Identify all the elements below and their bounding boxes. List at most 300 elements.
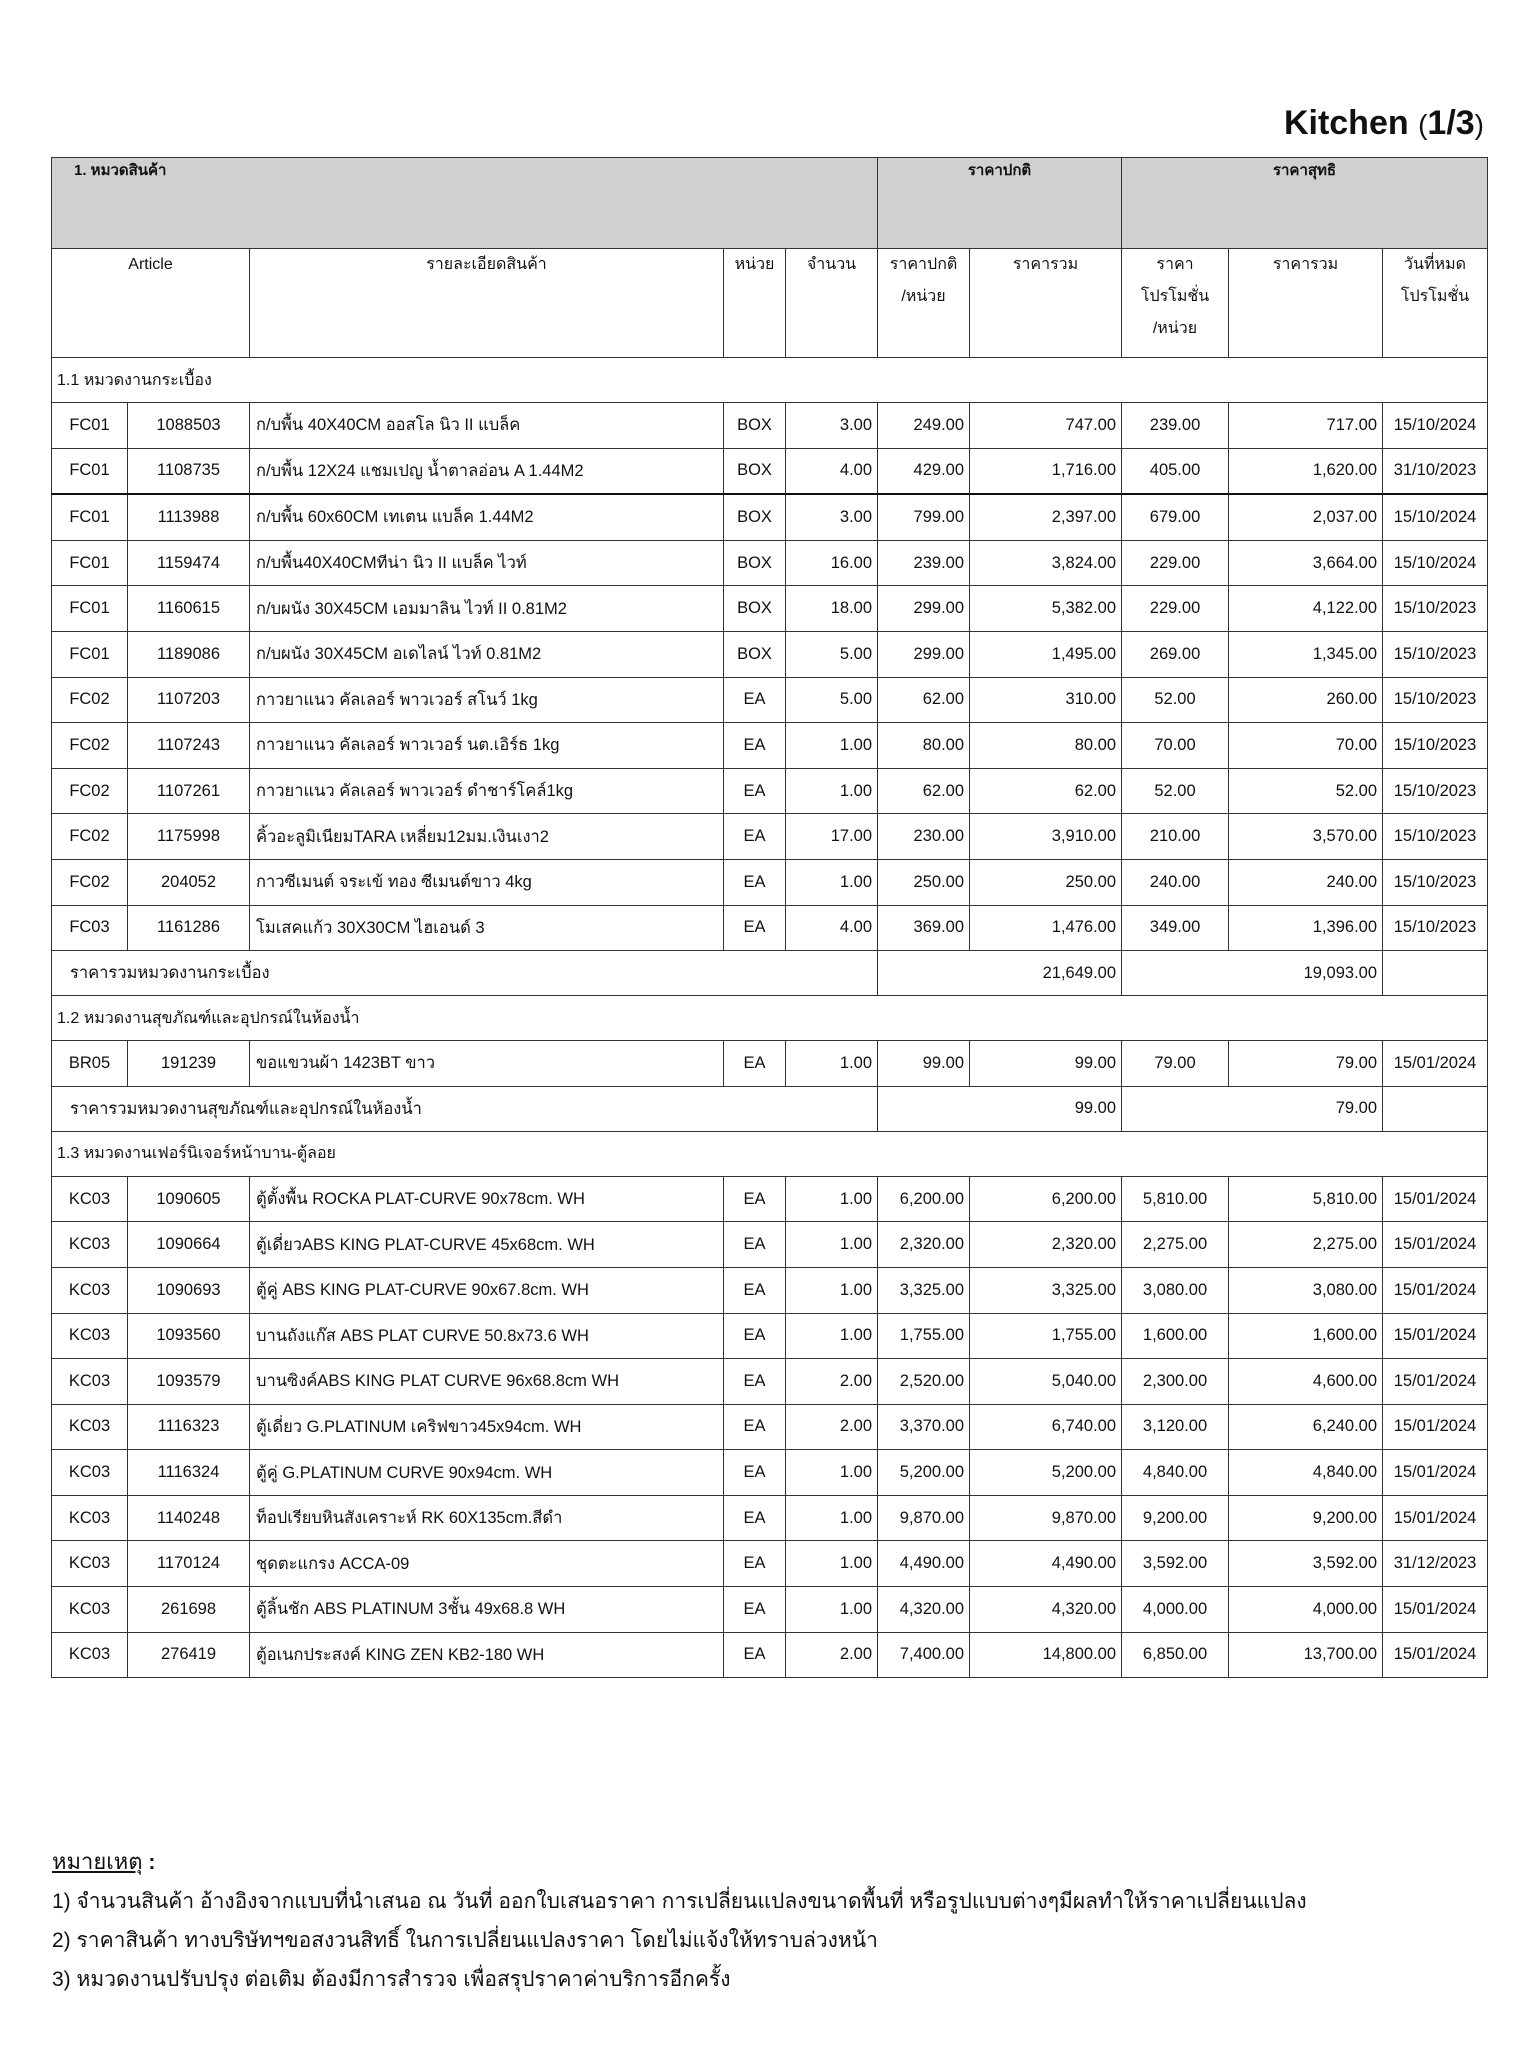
cell-description: คิ้วอะลูมิเนียมTARA เหลี่ยม12มม.เงินเงา2: [250, 814, 724, 860]
section-title: 1.3 หมวดงานเฟอร์นิเจอร์หน้าบาน-ตู้ลอย: [52, 1131, 1488, 1176]
cell-unit: EA: [724, 1404, 786, 1450]
cell-unit-price: 4,320.00: [878, 1587, 970, 1633]
group-net-price: ราคาสุทธิ: [1122, 158, 1488, 249]
cell-qty: 3.00: [786, 403, 878, 449]
table-row: [52, 1587, 1488, 1633]
cell-code: FC03: [52, 905, 128, 951]
cell-promo-end: 15/10/2023: [1383, 677, 1488, 723]
subtotal-empty: [1383, 951, 1488, 996]
cell-code: FC01: [52, 448, 128, 494]
cell-unit-price: 2,320.00: [878, 1222, 970, 1268]
cell-description: บานถังแก๊ส ABS PLAT CURVE 50.8x73.6 WH: [250, 1313, 724, 1359]
cell-unit-price: 429.00: [878, 448, 970, 494]
cell-code: KC03: [52, 1267, 128, 1313]
cell-unit-price: 230.00: [878, 814, 970, 860]
cell-article: 1170124: [128, 1541, 250, 1587]
cell-unit-price: 80.00: [878, 723, 970, 769]
cell-description: กาวยาแนว คัลเลอร์ พาวเวอร์ ดำชาร์โคล์1kg: [250, 768, 724, 814]
cell-unit: EA: [724, 1041, 786, 1087]
cell-article: 1116323: [128, 1404, 250, 1450]
cell-promo-price: 210.00: [1122, 814, 1229, 860]
cell-code: FC02: [52, 814, 128, 860]
table-row: [52, 723, 1488, 769]
section-header: [52, 1131, 1488, 1176]
cell-description: ก/บพื้น 60x60CM เทเตน แบล็ค 1.44M2: [250, 494, 724, 540]
table-row: [52, 1267, 1488, 1313]
quotation-table: [51, 157, 1488, 1678]
cell-net-total: 717.00: [1229, 403, 1383, 449]
table-row: [52, 1541, 1488, 1587]
table-row: [52, 859, 1488, 905]
cell-qty: 1.00: [786, 1450, 878, 1496]
note-line-1: 1) จำนวนสินค้า อ้างอิงจากแบบที่นำเสนอ ณ วันที่ ออกใบเสนอราคา การเปลี่ยนแปลงขนาดพื้นที่ หรือรูปแบบต่างๆมีผลทำให้ราคาเปลี่ยนแปลง: [52, 1890, 1307, 1913]
cell-qty: 1.00: [786, 1222, 878, 1268]
cell-qty: 1.00: [786, 859, 878, 905]
cell-qty: 1.00: [786, 768, 878, 814]
col-promo-l1: ราคา: [1156, 256, 1194, 273]
cell-qty: 1.00: [786, 1313, 878, 1359]
cell-total: 80.00: [970, 723, 1122, 769]
cell-promo-end: 15/10/2023: [1383, 586, 1488, 632]
cell-net-total: 1,396.00: [1229, 905, 1383, 951]
cell-promo-end: 15/01/2024: [1383, 1404, 1488, 1450]
title-close-paren: ): [1474, 109, 1484, 140]
cell-promo-end: 15/10/2023: [1383, 905, 1488, 951]
table-row: [52, 540, 1488, 586]
cell-promo-end: 15/10/2023: [1383, 723, 1488, 769]
cell-total: 3,824.00: [970, 540, 1122, 586]
cell-article: 1175998: [128, 814, 250, 860]
section-header: [52, 996, 1488, 1041]
cell-qty: 1.00: [786, 1541, 878, 1587]
cell-net-total: 3,080.00: [1229, 1267, 1383, 1313]
cell-total: 4,490.00: [970, 1541, 1122, 1587]
cell-net-total: 3,592.00: [1229, 1541, 1383, 1587]
table-row: [52, 677, 1488, 723]
cell-promo-end: 15/10/2023: [1383, 859, 1488, 905]
cell-net-total: 13,700.00: [1229, 1632, 1383, 1678]
cell-promo-price: 679.00: [1122, 494, 1229, 540]
col-promo-l2: โปรโมชั่น: [1140, 288, 1210, 305]
cell-code: KC03: [52, 1632, 128, 1678]
cell-total: 1,495.00: [970, 631, 1122, 677]
title-text: Kitchen: [1283, 104, 1409, 142]
cell-unit: EA: [724, 1632, 786, 1678]
cell-promo-price: 52.00: [1122, 768, 1229, 814]
cell-promo-end: 15/01/2024: [1383, 1450, 1488, 1496]
cell-code: KC03: [52, 1541, 128, 1587]
cell-promo-end: 15/01/2024: [1383, 1587, 1488, 1633]
cell-qty: 17.00: [786, 814, 878, 860]
cell-total: 1,755.00: [970, 1313, 1122, 1359]
cell-article: 1107203: [128, 677, 250, 723]
cell-unit: EA: [724, 1450, 786, 1496]
cell-unit: EA: [724, 1587, 786, 1633]
cell-description: ก/บพื้น 12X24 แชมเปญ น้ำตาลอ่อน A 1.44M2: [250, 448, 724, 494]
cell-article: 1140248: [128, 1495, 250, 1541]
col-promo-price: [1122, 249, 1229, 358]
col-total: ราคารวม: [970, 249, 1122, 358]
cell-qty: 1.00: [786, 723, 878, 769]
subtotal-label: ราคารวมหมวดงานสุขภัณฑ์และอุปกรณ์ในห้องน้ำ: [52, 1086, 878, 1131]
cell-unit: BOX: [724, 448, 786, 494]
cell-promo-price: 240.00: [1122, 859, 1229, 905]
table-row: [52, 1313, 1488, 1359]
cell-net-total: 70.00: [1229, 723, 1383, 769]
cell-unit-price: 4,490.00: [878, 1541, 970, 1587]
cell-description: ตู้ตั้งพื้น ROCKA PLAT-CURVE 90x78cm. WH: [250, 1176, 724, 1222]
cell-unit-price: 3,325.00: [878, 1267, 970, 1313]
cell-promo-price: 6,850.00: [1122, 1632, 1229, 1678]
notes-section: [52, 1842, 1307, 1999]
cell-qty: 4.00: [786, 448, 878, 494]
cell-promo-end: 31/10/2023: [1383, 448, 1488, 494]
table-row: [52, 1222, 1488, 1268]
title-open-paren: (: [1418, 109, 1428, 140]
cell-qty: 1.00: [786, 1587, 878, 1633]
note-line-2: 2) ราคาสินค้า ทางบริษัทฯขอสงวนสิทธิ์ ในการเปลี่ยนแปลงราคา โดยไม่แจ้งให้ทราบล่วงหน้า: [52, 1929, 878, 1952]
cell-promo-end: 15/01/2024: [1383, 1267, 1488, 1313]
cell-qty: 2.00: [786, 1632, 878, 1678]
cell-promo-price: 349.00: [1122, 905, 1229, 951]
cell-promo-end: 15/10/2023: [1383, 768, 1488, 814]
cell-unit: EA: [724, 1176, 786, 1222]
cell-unit-price: 7,400.00: [878, 1632, 970, 1678]
col-end-l1: วันที่หมด: [1404, 256, 1466, 273]
col-price-l1: ราคาปกติ: [889, 256, 958, 273]
cell-code: KC03: [52, 1359, 128, 1405]
cell-description: ขอแขวนผ้า 1423BT ขาว: [250, 1041, 724, 1087]
cell-code: FC01: [52, 540, 128, 586]
table-row: [52, 768, 1488, 814]
cell-article: 1108735: [128, 448, 250, 494]
cell-promo-price: 229.00: [1122, 586, 1229, 632]
table-row: [52, 1176, 1488, 1222]
cell-net-total: 3,664.00: [1229, 540, 1383, 586]
cell-unit-price: 5,200.00: [878, 1450, 970, 1496]
cell-code: KC03: [52, 1587, 128, 1633]
cell-article: 1088503: [128, 403, 250, 449]
col-article: Article: [52, 249, 250, 358]
cell-promo-end: 15/10/2024: [1383, 540, 1488, 586]
cell-qty: 1.00: [786, 1041, 878, 1087]
cell-description: ท็อปเรียบหินสังเคราะห์ RK 60X135cm.สีดำ: [250, 1495, 724, 1541]
cell-article: 261698: [128, 1587, 250, 1633]
cell-description: กาวยาแนว คัลเลอร์ พาวเวอร์ สโนว์ 1kg: [250, 677, 724, 723]
cell-unit: EA: [724, 1267, 786, 1313]
col-promo-end: [1383, 249, 1488, 358]
cell-total: 4,320.00: [970, 1587, 1122, 1633]
subtotal-net: 19,093.00: [1122, 951, 1383, 996]
cell-promo-end: 15/10/2023: [1383, 814, 1488, 860]
cell-qty: 4.00: [786, 905, 878, 951]
cell-net-total: 2,275.00: [1229, 1222, 1383, 1268]
table-row: [52, 1041, 1488, 1087]
cell-unit-price: 799.00: [878, 494, 970, 540]
subtotal-row: [52, 1086, 1488, 1131]
table-row: [52, 814, 1488, 860]
cell-total: 62.00: [970, 768, 1122, 814]
section-title: 1.1 หมวดงานกระเบื้อง: [52, 358, 1488, 403]
cell-net-total: 1,600.00: [1229, 1313, 1383, 1359]
cell-code: FC01: [52, 586, 128, 632]
notes-colon: :: [142, 1851, 156, 1874]
cell-article: 1090664: [128, 1222, 250, 1268]
cell-unit-price: 62.00: [878, 677, 970, 723]
col-net-total: ราคารวม: [1229, 249, 1383, 358]
col-description: รายละเอียดสินค้า: [250, 249, 724, 358]
cell-net-total: 3,570.00: [1229, 814, 1383, 860]
cell-total: 747.00: [970, 403, 1122, 449]
table-row: [52, 1404, 1488, 1450]
cell-description: ตู้เดี่ยวABS KING PLAT-CURVE 45x68cm. WH: [250, 1222, 724, 1268]
subtotal-row: [52, 951, 1488, 996]
cell-promo-price: 52.00: [1122, 677, 1229, 723]
cell-article: 204052: [128, 859, 250, 905]
table-row: [52, 1450, 1488, 1496]
cell-promo-price: 239.00: [1122, 403, 1229, 449]
cell-net-total: 4,000.00: [1229, 1587, 1383, 1633]
cell-description: กาวยาแนว คัลเลอร์ พาวเวอร์ นต.เอิร์ธ 1kg: [250, 723, 724, 769]
cell-unit-price: 299.00: [878, 631, 970, 677]
cell-qty: 2.00: [786, 1404, 878, 1450]
cell-net-total: 240.00: [1229, 859, 1383, 905]
cell-unit: EA: [724, 859, 786, 905]
cell-total: 1,716.00: [970, 448, 1122, 494]
cell-qty: 5.00: [786, 631, 878, 677]
cell-unit-price: 239.00: [878, 540, 970, 586]
cell-total: 6,740.00: [970, 1404, 1122, 1450]
cell-article: 1189086: [128, 631, 250, 677]
cell-promo-end: 15/01/2024: [1383, 1495, 1488, 1541]
cell-total: 9,870.00: [970, 1495, 1122, 1541]
cell-qty: 1.00: [786, 1176, 878, 1222]
cell-total: 5,200.00: [970, 1450, 1122, 1496]
cell-promo-price: 4,840.00: [1122, 1450, 1229, 1496]
cell-qty: 16.00: [786, 540, 878, 586]
header-row-groups: [52, 158, 1488, 249]
table-row: [52, 403, 1488, 449]
cell-net-total: 9,200.00: [1229, 1495, 1383, 1541]
cell-total: 3,325.00: [970, 1267, 1122, 1313]
cell-unit: EA: [724, 814, 786, 860]
cell-unit: EA: [724, 768, 786, 814]
cell-promo-price: 269.00: [1122, 631, 1229, 677]
cell-qty: 1.00: [786, 1267, 878, 1313]
note-line-3: 3) หมวดงานปรับปรุง ต่อเติม ต้องมีการสำรวจ เพื่อสรุปราคาค่าบริการอีกครั้ง: [52, 1968, 731, 1991]
cell-net-total: 79.00: [1229, 1041, 1383, 1087]
cell-code: BR05: [52, 1041, 128, 1087]
subtotal-empty: [1383, 1086, 1488, 1131]
cell-net-total: 4,840.00: [1229, 1450, 1383, 1496]
cell-unit-price: 249.00: [878, 403, 970, 449]
section-title: 1.2 หมวดงานสุขภัณฑ์และอุปกรณ์ในห้องน้ำ: [52, 996, 1488, 1041]
cell-promo-end: 31/12/2023: [1383, 1541, 1488, 1587]
cell-unit: EA: [724, 905, 786, 951]
cell-unit-price: 3,370.00: [878, 1404, 970, 1450]
cell-total: 1,476.00: [970, 905, 1122, 951]
cell-unit: BOX: [724, 494, 786, 540]
cell-description: ตู้ลิ้นชัก ABS PLATINUM 3ชั้น 49x68.8 WH: [250, 1587, 724, 1633]
cell-article: 1090605: [128, 1176, 250, 1222]
cell-code: FC01: [52, 494, 128, 540]
cell-unit-price: 250.00: [878, 859, 970, 905]
cell-unit-price: 9,870.00: [878, 1495, 970, 1541]
cell-promo-price: 5,810.00: [1122, 1176, 1229, 1222]
cell-unit: BOX: [724, 586, 786, 632]
cell-code: FC01: [52, 631, 128, 677]
cell-net-total: 6,240.00: [1229, 1404, 1383, 1450]
cell-promo-price: 3,120.00: [1122, 1404, 1229, 1450]
cell-total: 2,320.00: [970, 1222, 1122, 1268]
cell-promo-end: 15/01/2024: [1383, 1041, 1488, 1087]
cell-unit: EA: [724, 1313, 786, 1359]
cell-net-total: 1,345.00: [1229, 631, 1383, 677]
table-row: [52, 1632, 1488, 1678]
cell-net-total: 2,037.00: [1229, 494, 1383, 540]
cell-total: 14,800.00: [970, 1632, 1122, 1678]
cell-unit-price: 6,200.00: [878, 1176, 970, 1222]
cell-total: 310.00: [970, 677, 1122, 723]
cell-article: 191239: [128, 1041, 250, 1087]
col-end-l2: โปรโมชั่น: [1400, 288, 1470, 305]
cell-unit-price: 2,520.00: [878, 1359, 970, 1405]
cell-total: 5,040.00: [970, 1359, 1122, 1405]
cell-description: ก/บพื้น 40X40CM ออสโล นิว II แบล็ค: [250, 403, 724, 449]
cell-net-total: 260.00: [1229, 677, 1383, 723]
cell-promo-price: 2,300.00: [1122, 1359, 1229, 1405]
cell-net-total: 4,600.00: [1229, 1359, 1383, 1405]
cell-promo-price: 79.00: [1122, 1041, 1229, 1087]
cell-code: KC03: [52, 1495, 128, 1541]
cell-qty: 2.00: [786, 1359, 878, 1405]
cell-description: ตู้อเนกประสงค์ KING ZEN KB2-180 WH: [250, 1632, 724, 1678]
col-price-l2: /หน่วย: [901, 288, 946, 305]
cell-description: ก/บพื้น40X40CMทีน่า นิว II แบล็ค ไวท์: [250, 540, 724, 586]
cell-promo-price: 3,592.00: [1122, 1541, 1229, 1587]
cell-description: โมเสคแก้ว 30X30CM ไฮเอนด์ 3: [250, 905, 724, 951]
table-row: [52, 586, 1488, 632]
cell-code: FC01: [52, 403, 128, 449]
cell-promo-price: 405.00: [1122, 448, 1229, 494]
cell-qty: 3.00: [786, 494, 878, 540]
cell-article: 1160615: [128, 586, 250, 632]
cell-unit: EA: [724, 1495, 786, 1541]
section-header: [52, 358, 1488, 403]
cell-description: ชุดตะแกรง ACCA-09: [250, 1541, 724, 1587]
cell-qty: 1.00: [786, 1495, 878, 1541]
cell-qty: 18.00: [786, 586, 878, 632]
category-title: 1. หมวดสินค้า: [52, 158, 878, 249]
col-unit: หน่วย: [724, 249, 786, 358]
cell-total: 3,910.00: [970, 814, 1122, 860]
cell-promo-price: 2,275.00: [1122, 1222, 1229, 1268]
title-page-number: 1/3: [1427, 104, 1475, 142]
cell-code: KC03: [52, 1313, 128, 1359]
cell-net-total: 5,810.00: [1229, 1176, 1383, 1222]
cell-promo-price: 9,200.00: [1122, 1495, 1229, 1541]
table-row: [52, 631, 1488, 677]
cell-code: FC02: [52, 859, 128, 905]
cell-unit: BOX: [724, 540, 786, 586]
cell-promo-price: 1,600.00: [1122, 1313, 1229, 1359]
cell-net-total: 1,620.00: [1229, 448, 1383, 494]
cell-promo-price: 70.00: [1122, 723, 1229, 769]
cell-promo-end: 15/01/2024: [1383, 1313, 1488, 1359]
cell-article: 276419: [128, 1632, 250, 1678]
cell-code: KC03: [52, 1176, 128, 1222]
cell-total: 6,200.00: [970, 1176, 1122, 1222]
cell-code: KC03: [52, 1404, 128, 1450]
cell-article: 1090693: [128, 1267, 250, 1313]
cell-promo-price: 229.00: [1122, 540, 1229, 586]
cell-article: 1159474: [128, 540, 250, 586]
table-row: [52, 1495, 1488, 1541]
cell-description: ตู้คู่ ABS KING PLAT-CURVE 90x67.8cm. WH: [250, 1267, 724, 1313]
cell-description: ก/บผนัง 30X45CM อเดไลน์ ไวท์ 0.81M2: [250, 631, 724, 677]
cell-article: 1107261: [128, 768, 250, 814]
cell-description: ตู้เดี่ยว G.PLATINUM เคริฟขาว45x94cm. WH: [250, 1404, 724, 1450]
col-qty: จำนวน: [786, 249, 878, 358]
cell-unit-price: 369.00: [878, 905, 970, 951]
cell-article: 1161286: [128, 905, 250, 951]
cell-unit: BOX: [724, 403, 786, 449]
cell-article: 1093579: [128, 1359, 250, 1405]
cell-unit: EA: [724, 1222, 786, 1268]
cell-total: 99.00: [970, 1041, 1122, 1087]
cell-description: บานซิงค์ABS KING PLAT CURVE 96x68.8cm WH: [250, 1359, 724, 1405]
group-regular-price: ราคาปกติ: [878, 158, 1122, 249]
cell-unit: EA: [724, 1359, 786, 1405]
subtotal-regular: 21,649.00: [878, 951, 1122, 996]
header-row-columns: [52, 249, 1488, 358]
cell-promo-price: 4,000.00: [1122, 1587, 1229, 1633]
cell-unit-price: 299.00: [878, 586, 970, 632]
cell-unit-price: 62.00: [878, 768, 970, 814]
col-promo-l3: /หน่วย: [1152, 320, 1198, 337]
cell-unit-price: 99.00: [878, 1041, 970, 1087]
cell-promo-end: 15/01/2024: [1383, 1222, 1488, 1268]
cell-promo-price: 3,080.00: [1122, 1267, 1229, 1313]
col-price-per-unit: [878, 249, 970, 358]
cell-article: 1113988: [128, 494, 250, 540]
table-row: [52, 494, 1488, 540]
cell-article: 1093560: [128, 1313, 250, 1359]
cell-unit: EA: [724, 677, 786, 723]
document-title: [1284, 104, 1484, 143]
cell-qty: 5.00: [786, 677, 878, 723]
cell-description: กาวซีเมนต์ จระเข้ ทอง ซีเมนต์ขาว 4kg: [250, 859, 724, 905]
cell-unit: EA: [724, 723, 786, 769]
cell-code: FC02: [52, 768, 128, 814]
cell-article: 1107243: [128, 723, 250, 769]
subtotal-regular: 99.00: [878, 1086, 1122, 1131]
cell-unit-price: 1,755.00: [878, 1313, 970, 1359]
table-row: [52, 905, 1488, 951]
cell-code: FC02: [52, 677, 128, 723]
table-row: [52, 448, 1488, 494]
cell-total: 250.00: [970, 859, 1122, 905]
cell-promo-end: 15/01/2024: [1383, 1176, 1488, 1222]
cell-promo-end: 15/01/2024: [1383, 1632, 1488, 1678]
subtotal-label: ราคารวมหมวดงานกระเบื้อง: [52, 951, 878, 996]
cell-promo-end: 15/10/2023: [1383, 631, 1488, 677]
cell-unit: BOX: [724, 631, 786, 677]
notes-heading: หมายเหตุ: [52, 1849, 143, 1874]
cell-unit: EA: [724, 1541, 786, 1587]
subtotal-net: 79.00: [1122, 1086, 1383, 1131]
cell-total: 5,382.00: [970, 586, 1122, 632]
